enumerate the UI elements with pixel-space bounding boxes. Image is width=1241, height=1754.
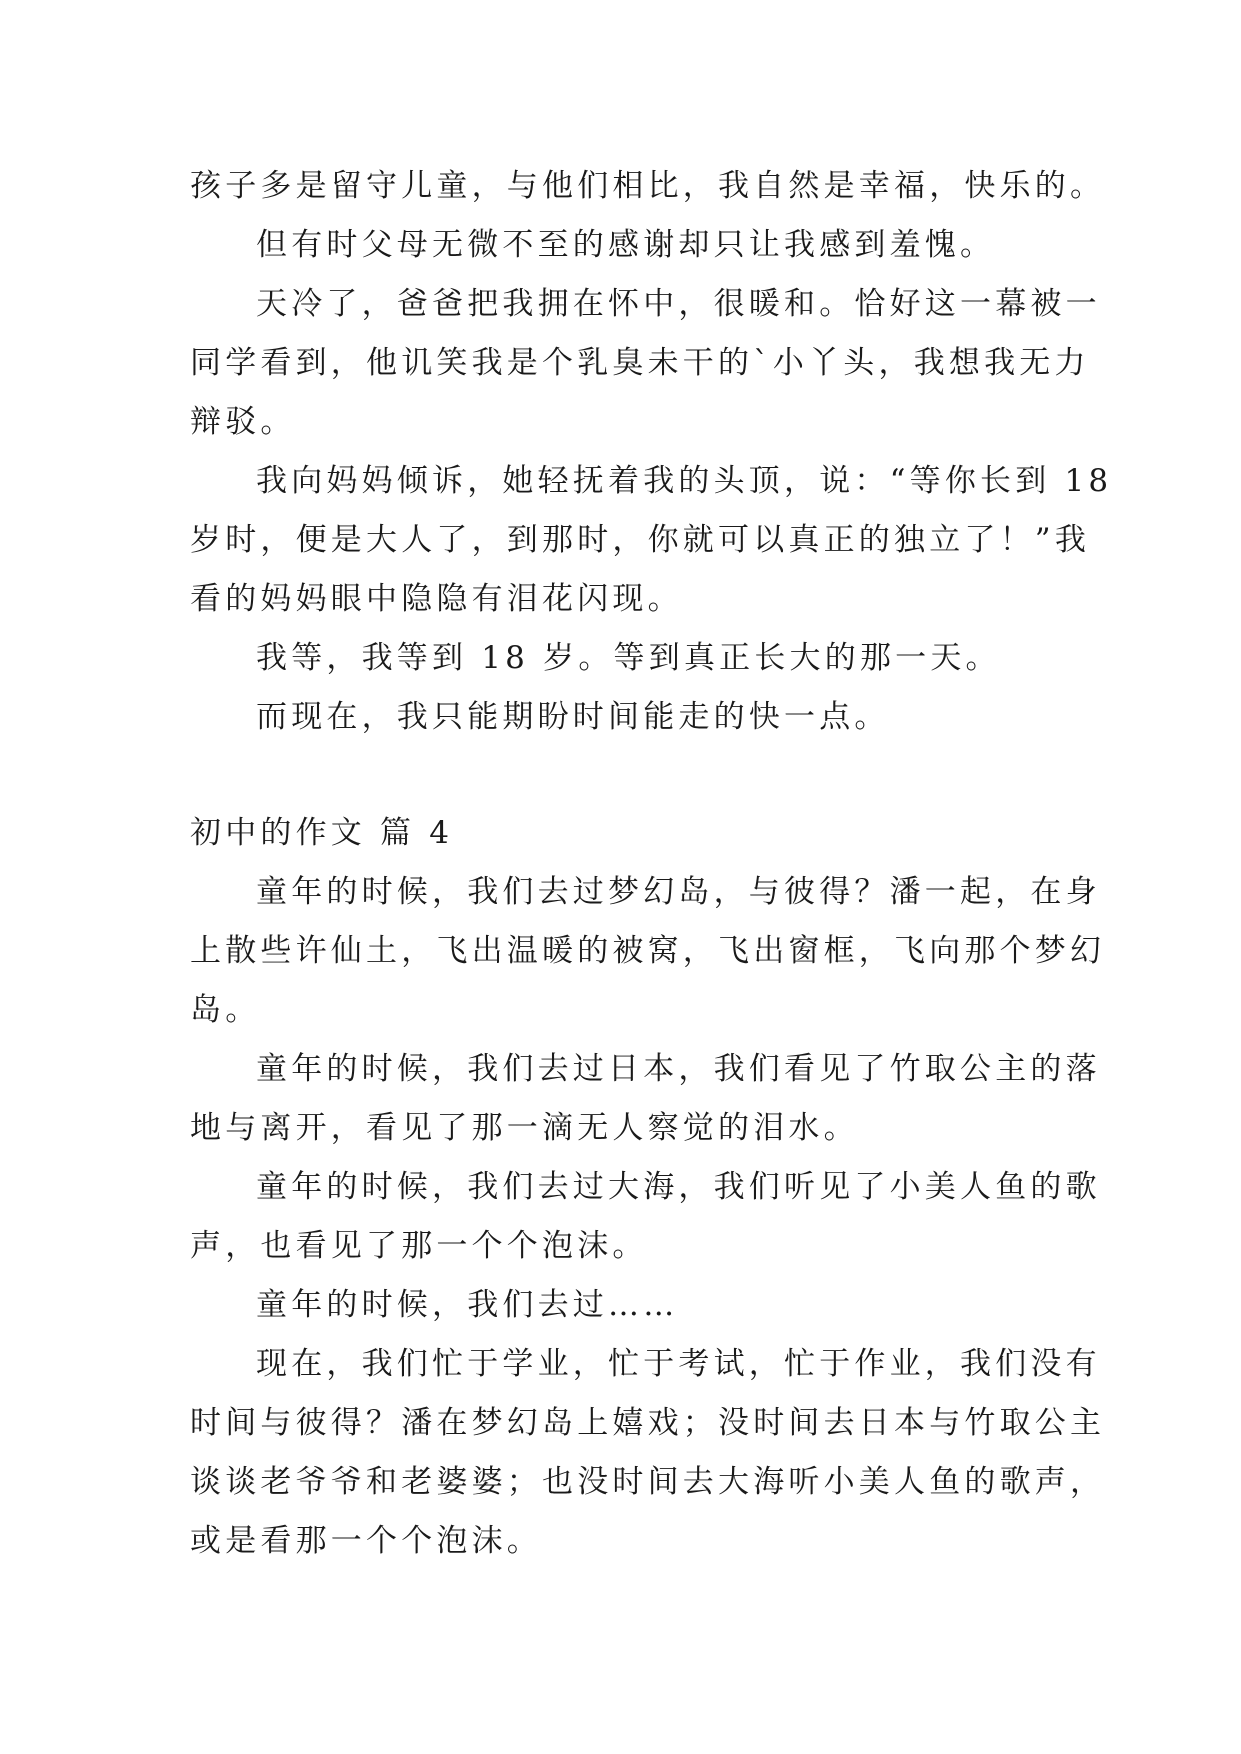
paragraph-line: 同学看到，他讥笑我是个乳臭未干的`小丫头，我想我无力 [190,345,1090,381]
paragraph-line: 岁时，便是大人了，到那时，你就可以真正的独立了！”我 [190,522,1091,558]
paragraph-line: 我等，我等到 18 岁。等到真正长大的那一天。 [256,640,1001,676]
paragraph-line: 地与离开，看见了那一滴无人察觉的泪水。 [190,1110,859,1146]
section-heading: 初中的作文 篇 4 [190,815,454,851]
paragraph-line: 童年的时候，我们去过日本，我们看见了竹取公主的落 [256,1051,1101,1087]
paragraph-line: 岛。 [190,992,261,1028]
paragraph-line: 童年的时候，我们去过大海，我们听见了小美人鱼的歌 [256,1169,1101,1205]
paragraph-line: 上散些许仙土，飞出温暖的被窝，飞出窗框，飞向那个梦幻 [190,933,1106,969]
paragraph-line: 看的妈妈眼中隐隐有泪花闪现。 [190,581,683,617]
paragraph-line: 辩驳。 [190,404,296,440]
paragraph-line: 童年的时候，我们去过…… [256,1287,679,1323]
paragraph-line: 或是看那一个个泡沫。 [190,1523,542,1559]
paragraph-line: 谈谈老爷爷和老婆婆；也没时间去大海听小美人鱼的歌声， [190,1464,1106,1500]
paragraph-line: 但有时父母无微不至的感谢却只让我感到羞愧。 [256,227,996,263]
paragraph-line: 孩子多是留守儿童，与他们相比，我自然是幸福，快乐的。 [190,168,1106,204]
paragraph-line: 天冷了，爸爸把我拥在怀中，很暖和。恰好这一幕被一 [256,286,1101,322]
paragraph-line: 时间与彼得？潘在梦幻岛上嬉戏；没时间去日本与竹取公主 [190,1405,1106,1441]
paragraph-line: 而现在，我只能期盼时间能走的快一点。 [256,699,890,735]
paragraph-line: 现在，我们忙于学业，忙于考试，忙于作业，我们没有 [256,1346,1101,1382]
paragraph-line: 我向妈妈倾诉，她轻抚着我的头顶，说：“等你长到 18 [256,463,1113,499]
paragraph-line: 童年的时候，我们去过梦幻岛，与彼得？潘一起，在身 [256,874,1101,910]
paragraph-line: 声，也看见了那一个个泡沫。 [190,1228,648,1264]
